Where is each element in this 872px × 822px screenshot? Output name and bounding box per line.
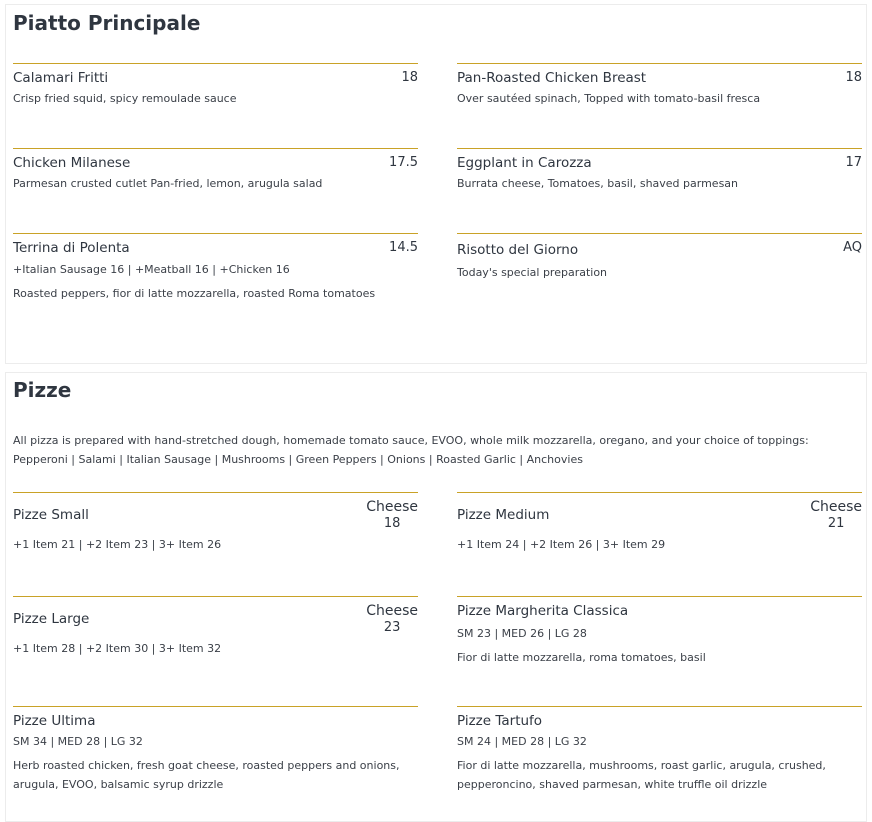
price-value: 18 xyxy=(383,516,401,531)
item-addons: +Italian Sausage 16 | +Meatball 16 | +Chicken 16 xyxy=(13,263,290,276)
menu-item xyxy=(13,706,418,791)
section-piatto-principale xyxy=(5,4,867,364)
menu-item xyxy=(13,492,418,551)
item-name: Chicken Milanese xyxy=(13,155,131,171)
intro-text: All pizza is prepared with hand-stretched dough, homemade tomato sauce, EVOO, whole milk mozzarella, oregano, and your choice of toppings: xyxy=(13,434,809,447)
item-description: Burrata cheese, Tomatoes, basil, shaved parmesan xyxy=(457,177,739,190)
menu-item xyxy=(457,233,862,279)
section-title: Piatto Principale xyxy=(13,11,201,35)
item-description-cont: arugula, EVOO, balsamic syrup drizzle xyxy=(13,778,224,791)
menu-item xyxy=(457,492,862,551)
price-value: 21 xyxy=(827,516,845,531)
menu-item xyxy=(457,63,862,105)
menu-item xyxy=(13,148,418,190)
item-name: Pizze Small xyxy=(13,507,89,523)
item-description: Today's special preparation xyxy=(457,266,608,279)
item-sizes: SM 23 | MED 26 | LG 28 xyxy=(457,627,587,640)
item-name: Pizze Medium xyxy=(457,507,550,523)
item-name: Pizze Margherita Classica xyxy=(457,603,629,619)
item-name: Eggplant in Carozza xyxy=(457,155,592,171)
item-description: Crisp fried squid, spicy remoulade sauce xyxy=(13,92,237,105)
item-description: Parmesan crusted cutlet Pan-fried, lemon, arugula salad xyxy=(13,177,323,190)
section-pizze xyxy=(5,372,867,822)
menu-item xyxy=(13,233,418,300)
price-label: Cheese xyxy=(366,603,418,619)
section-title: Pizze xyxy=(13,378,72,402)
menu-item xyxy=(457,596,862,664)
menu-item xyxy=(13,63,418,105)
item-name: Risotto del Giorno xyxy=(457,242,579,258)
menu-item xyxy=(457,148,862,190)
item-price: 17 xyxy=(845,155,862,170)
menu-item xyxy=(13,596,418,655)
item-price xyxy=(810,499,862,532)
toppings-list: Pepperoni | Salami | Italian Sausage | Mushrooms | Green Peppers | Onions | Roasted Garlic | Anchovies xyxy=(13,453,583,466)
item-price xyxy=(366,499,418,532)
menu-item xyxy=(457,706,862,791)
item-description: Fior di latte mozzarella, roma tomatoes, basil xyxy=(457,651,706,664)
item-price: 14.5 xyxy=(389,240,418,255)
item-sizes: SM 24 | MED 28 | LG 32 xyxy=(457,735,587,748)
price-value: 23 xyxy=(383,620,401,635)
item-name: Calamari Fritti xyxy=(13,70,109,86)
item-options: +1 Item 21 | +2 Item 23 | 3+ Item 26 xyxy=(13,538,222,551)
item-name: Pan-Roasted Chicken Breast xyxy=(457,70,647,86)
item-price: AQ xyxy=(843,240,862,255)
item-description-cont: pepperoncino, shaved parmesan, white truffle oil drizzle xyxy=(457,778,768,791)
item-options: +1 Item 28 | +2 Item 30 | 3+ Item 32 xyxy=(13,642,222,655)
item-price xyxy=(366,603,418,636)
item-name: Pizze Large xyxy=(13,611,90,627)
item-price: 18 xyxy=(401,70,418,85)
item-description: Roasted peppers, fior di latte mozzarella, roasted Roma tomatoes xyxy=(13,287,376,300)
pizza-intro xyxy=(13,431,853,469)
item-name: Pizze Ultima xyxy=(13,713,96,729)
item-sizes: SM 34 | MED 28 | LG 32 xyxy=(13,735,143,748)
item-name: Pizze Tartufo xyxy=(457,713,543,729)
item-description: Herb roasted chicken, fresh goat cheese, roasted peppers and onions, xyxy=(13,759,400,772)
item-options: +1 Item 24 | +2 Item 26 | 3+ Item 29 xyxy=(457,538,666,551)
item-description: Over sautéed spinach, Topped with tomato-basil fresca xyxy=(457,92,761,105)
price-label: Cheese xyxy=(366,499,418,515)
item-price: 18 xyxy=(845,70,862,85)
price-label: Cheese xyxy=(810,499,862,515)
item-price: 17.5 xyxy=(389,155,418,170)
item-description: Fior di latte mozzarella, mushrooms, roast garlic, arugula, crushed, xyxy=(457,759,826,772)
item-name: Terrina di Polenta xyxy=(13,240,130,256)
